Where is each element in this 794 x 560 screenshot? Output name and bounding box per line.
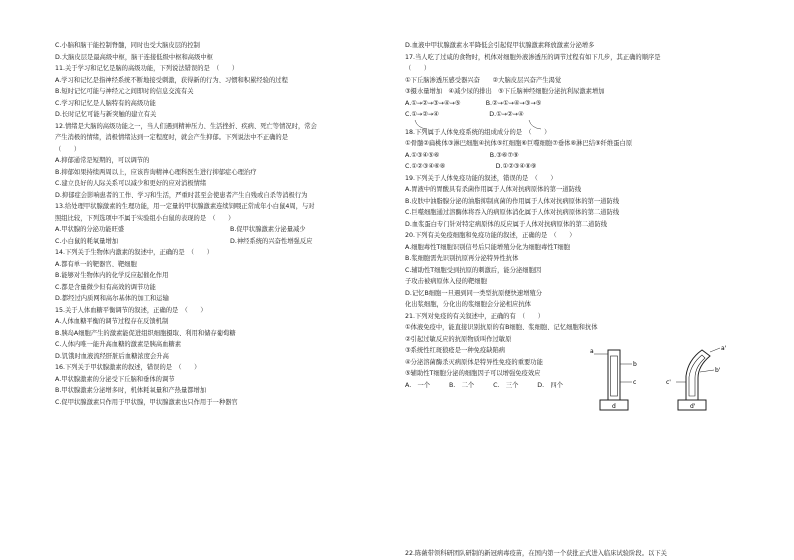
step-line: ③摄水量增加 ④减少尿的排出 ⑤下丘脑神经细胞分泌抗利尿激素增加 [405,88,605,95]
option-line: B.能够对生物体内的化学反应起催化作用 [55,272,169,279]
option-line: C.学习和记忆是人脑特有的高级功能 [55,99,156,107]
option-line: B.促甲状腺激素分泌量减少 [230,226,306,233]
label-b: b [633,361,637,368]
stem-inner [611,356,618,396]
option-line: A.学习和记忆是指神经系统不断地接受刺激，获得新的行为、习惯和积累经验的过程 [55,76,288,84]
flow-arrows [405,118,745,132]
option-line: D.抑郁症会影响患者的工作、学习和生活，严重时甚至会使患者产生自残或自杀等消极行为 [55,191,308,199]
text-line: （ ） [405,65,431,72]
text-line: （ ） [55,145,81,153]
specimen-left [590,348,637,410]
coleoptile-figure [590,342,740,417]
option-line: A.甲状腺的分泌功能旺盛 [55,226,125,233]
option-line: 子攻击被病原体入侵的靶细胞 [405,278,487,285]
label-a-prime: a' [721,345,727,352]
option-line: A.抑郁通常是短期的，可以调节的 [55,157,150,164]
option-line: ③系统性红斑狼疮是一种免疫缺陷病 [405,347,506,354]
left-column [55,40,395,408]
option-line: B.胰岛A细胞产生的激素能促进组织细胞摄取、利用和储存葡萄糖 [55,329,236,337]
question-15: 15.关于人体血糖平衡调节的叙述，正确的是 （ ） [55,306,207,314]
arrow-curve [529,120,541,129]
question-12: 12.情绪是大脑的高级功能之一，当人们遇到精神压力、生活挫折、疾病、死亡等情况时，常会 [55,122,317,130]
question-16: 16.下列关于甲状腺激素的叙述，错误的是 （ ） [55,364,201,371]
option-line: A.甲状腺激素的分泌受下丘脑和垂体的调节 [55,375,175,383]
option-line: C.巨噬细胞通过溶酶体将吞入的病原体消化属于人体对抗病原体的第二道防线 [405,209,620,216]
option-line: D.血浆蛋白专门针对特定病原体的反应属于人体对抗病原体的第二道防线 [405,220,608,228]
option-line: A.胃液中的胃酸具有杀菌作用属于人体对抗病原体的第一道防线 [405,186,582,193]
label-d: d [612,403,616,410]
label-c-prime: c' [666,379,671,386]
question-11: 11.关于学习和记忆是脑的高级功能，下列说法错误的是 （ ） [55,65,239,72]
option-line: C.促甲状腺激素只作用于甲状腺，甲状腺激素也只作用于一种器官 [55,398,238,406]
specimen-right [666,345,727,410]
text-line: 产生消极的情绪，消极情绪达到一定程度时，就会产生抑郁。下列说法中不正确的是 [55,134,288,141]
question-14: 14.下列关于生物体内激素的叙述中，正确的是 （ ） [55,249,213,256]
question-20: 20.下列有关免疫细胞和免疫功能的叙述，正确的是 （ ） [405,232,576,239]
label-line [710,348,720,352]
label-d-prime: d' [690,403,696,410]
option-line: ⑤辅助性T细胞分泌的细胞因子可以增强免疫效应 [405,370,541,377]
question-21: 21.下列对免疫的有关叙述中，正确的有 （ ） [405,312,545,320]
label-a: a [590,348,594,355]
text-line: ①骨髓②扁桃体③淋巴细胞④抗体⑤红细胞⑥巨噬细胞⑦垂体⑧淋巴结⑨纤维蛋白原 [405,140,633,147]
option-line: A.①③④⑤⑥ B.③⑥⑦⑨ [405,151,519,159]
option-line: C.小白鼠的耗氧量增加 [55,237,119,245]
option-line: A.都有单一的靶器官、靶细胞 [55,260,137,268]
option-line: A.细胞毒性T细胞识别信号后只能增殖分化为细胞毒性T细胞 [405,243,571,251]
question-19: 19.下列关于人体免疫功能的叙述，错误的是 （ ） [405,174,557,182]
option-line: D.都经过内质网和高尔基体的加工和运输 [55,295,169,302]
text-line: 照组比较，下列选项中不属于实验组小白鼠的表现的是 （ ） [55,214,235,222]
right-column [405,40,745,391]
option-line: D.长时记忆可能与新突触的建立有关 [55,111,157,118]
option-line: B.浆细胞需先识别抗原再分泌特异性抗体 [405,255,519,262]
label-line [700,370,714,372]
arrow-curve [415,120,427,129]
option-line: D.血液中甲状腺激素水平降低会引起促甲状腺激素释放激素分泌增多 [405,42,595,49]
option-line: D.记忆B细胞一旦遇到同一类型抗原便快速增殖分 [405,289,543,297]
option-line: D.神经系统的兴奋性增强反应 [230,237,313,245]
text-line: C.小脑和脑干能控制脊髓，同时也受大脑皮层的控制 [55,42,200,49]
option-line: 化出浆细胞，分化出的浆细胞会分泌相应抗体 [405,301,531,308]
option-line: ④分泌溶菌酶杀灭病原体是特异性免疫的重要功能 [405,358,543,366]
label-b-prime: b' [715,367,721,374]
option-line: B.抑郁如果持续两周以上，应该咨询精神心理科医生进行抑郁症心理治疗 [55,168,257,176]
answer-options: A. 一个 B. 二个 C. 三个 D. 四个 [405,381,564,389]
step-line: ①下丘脑渗透压感受器兴奋 ②大脑皮层兴奋产生渴觉 [405,76,562,84]
option-line: ①体液免疫中，能直接识别抗原的有B细胞、浆细胞、记忆细胞和抗体 [405,324,598,331]
option-line: C.①→②→④ D.①→②→④ [405,111,524,118]
question-17: 17.当人吃了过咸的食物时，机体对细胞外液渗透压的调节过程有如下几步，其正确的顺序是 [405,53,661,61]
option-line: C.①②③④⑥⑧ D.①②③④⑧⑨ [405,163,537,170]
option-line: B.甲状腺激素分泌增多时，机体耗氧量和产热量都增加 [55,387,207,394]
option-line: D.饥饿时血液流经肝脏后血糖浓度会升高 [55,352,169,360]
option-line: B.短时记忆可能与神经元之间即时的信息交流有关 [55,88,194,95]
text-line: D.大脑皮层是最高级中枢，脑干连接低级中枢和高级中枢 [55,53,213,61]
question-22: 22.陈薇带领科研团队研制的新冠病毒疫苗，在国内第一个获批正式进入临床试验阶段。以下关 [405,550,667,557]
option-line: B.皮肤中油脂腺分泌的油脂抑制真菌的作用属于人体对抗病原体的第一道防线 [405,197,620,205]
option-line: C.都是含量微少但有高效的调节功能 [55,283,156,291]
stem-outline [608,350,620,400]
option-line: ②引起过敏反应的抗原物质叫作过敏原 [405,335,512,343]
option-row [55,236,395,248]
option-line: C.建立良好的人际关系可以减少和更好的应对消极情绪 [55,180,207,187]
option-line: A.人体血糖平衡的调节过程存在反馈机制 [55,318,169,325]
question-13: 13.给处理甲状腺激素的生理功能，用一定量的甲状腺激素连续饲喂正常成年小白鼠4周，与对 [55,203,315,210]
question-18: 18.下列属于人体免疫系统的组成成分的是 （ ） [405,128,551,136]
option-line: C.人体内唯一能升高血糖的激素是胰高血糖素 [55,341,182,348]
label-c: c [633,379,637,386]
option-line: C.辅助性T细胞受到抗原的刺激后，能分泌细胞因 [405,266,542,274]
option-row [55,224,395,236]
option-line: A.①→②→③→④→⑤ B.②→①→④→③→⑤ [405,99,542,107]
